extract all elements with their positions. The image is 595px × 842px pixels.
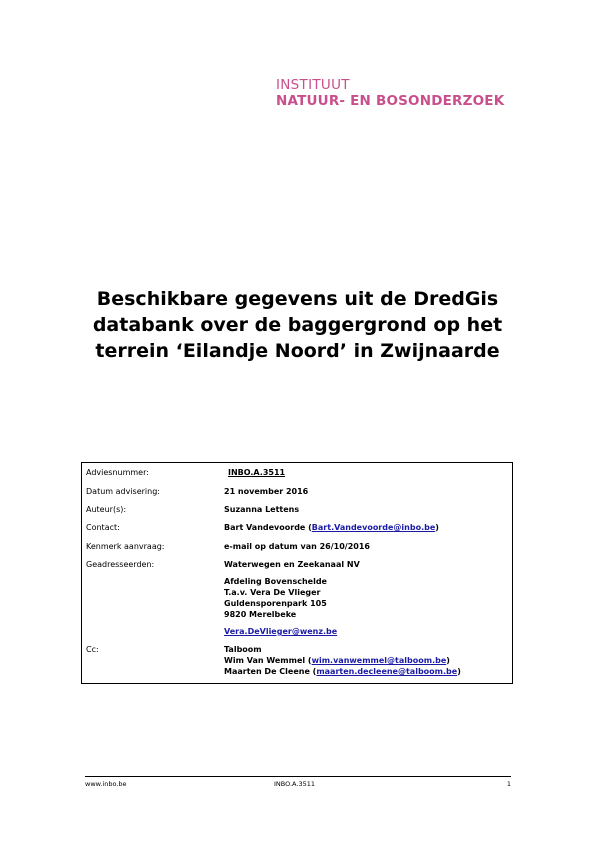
value-geadresseerden — [224, 559, 360, 637]
address-line: Waterwegen en Zeekanaal NV — [224, 560, 360, 569]
page-footer — [85, 776, 511, 788]
address-line: 9820 Merelbeke — [224, 610, 297, 619]
address-line: T.a.v. Vera De Vlieger — [224, 588, 321, 597]
label-contact: Contact: — [86, 523, 120, 532]
value-cc — [224, 644, 461, 677]
contact-suffix: ) — [435, 523, 439, 532]
logo-line-1: INSTITUUT — [276, 77, 350, 93]
address-line: Guldensporenpark 105 — [224, 599, 327, 608]
inbo-logo — [276, 77, 504, 110]
advice-info-table — [81, 462, 513, 684]
contact-email-link[interactable]: Bart.Vandevoorde@inbo.be — [311, 523, 436, 532]
value-contact — [224, 522, 439, 533]
contact-name: Bart Vandevoorde ( — [224, 523, 312, 532]
document-title — [40, 286, 555, 364]
footer-website: www.inbo.be — [85, 780, 127, 788]
label-geadresseerden: Geadresseerden: — [86, 560, 155, 569]
footer-reference: INBO.A.3511 — [274, 780, 315, 788]
label-adviesnummer: Adviesnummer: — [86, 468, 149, 477]
logo-line-2: NATUUR- EN BOSONDERZOEK — [276, 93, 505, 109]
title-line-3: terrein ‘Eilandje Noord’ in Zwijnaarde — [95, 340, 500, 362]
label-cc: Cc: — [86, 645, 99, 654]
cc-email-link-1[interactable]: wim.vanwemmel@talboom.be — [311, 656, 447, 665]
value-adviesnummer: INBO.A.3511 — [228, 468, 286, 477]
cc-person-1: Wim Van Wemmel (wim.vanwemmel@talboom.be) — [224, 656, 450, 665]
address-line: Afdeling Bovenschelde — [224, 577, 327, 586]
value-kenmerk: e-mail op datum van 26/10/2016 — [224, 542, 370, 551]
geadresseerde-email-link[interactable]: Vera.DeVlieger@wenz.be — [224, 627, 338, 636]
title-line-2: databank over de baggergrond op het — [92, 314, 503, 336]
label-kenmerk: Kenmerk aanvraag: — [86, 542, 165, 551]
label-datum: Datum advisering: — [86, 487, 160, 496]
value-datum: 21 november 2016 — [224, 487, 309, 496]
title-line-1: Beschikbare gegevens uit de DredGis — [96, 288, 499, 310]
value-auteur: Suzanna Lettens — [224, 505, 300, 514]
cc-person-2: Maarten De Cleene (maarten.decleene@talboom.be) — [224, 667, 461, 676]
footer-page-number: 1 — [506, 780, 511, 788]
cc-line-1: Talboom — [224, 645, 262, 654]
cc-email-link-2[interactable]: maarten.decleene@talboom.be — [316, 667, 458, 676]
label-auteur: Auteur(s): — [86, 505, 127, 514]
